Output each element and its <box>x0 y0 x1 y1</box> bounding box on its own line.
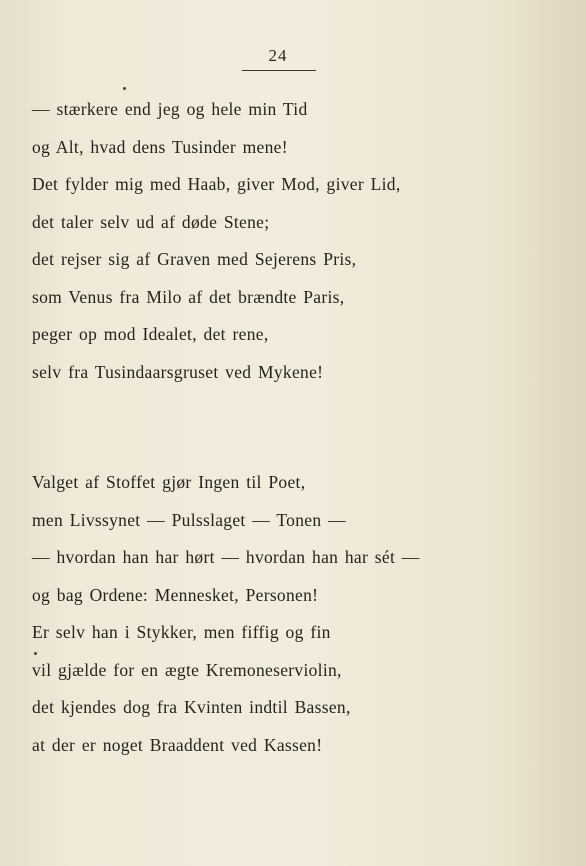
page-number: 24 <box>268 46 288 65</box>
verse-line: selv fra Tusindaarsgruset ved Mykene! <box>32 361 324 382</box>
verse-line: og bag Ordene: Mennesket, Personen! <box>32 584 319 605</box>
page-number-rule <box>242 70 316 71</box>
stanza-2 <box>32 464 420 764</box>
verse-line: peger op mod Idealet, det rene, <box>32 324 269 344</box>
verse-line: men Livssynet — Pulsslaget — Tonen — <box>32 509 346 530</box>
ink-speck <box>123 87 126 90</box>
verse-line: — hvordan han har hørt — hvordan han har sét — <box>32 547 420 567</box>
verse-line: Det fylder mig med Haab, giver Mod, giver Lid, <box>32 174 401 194</box>
verse-line: det rejser sig af Graven med Sejerens Pris, <box>32 249 357 269</box>
verse-line: som Venus fra Milo af det brændte Paris, <box>32 286 345 307</box>
verse-line: — stærkere end jeg og hele min Tid <box>32 99 308 119</box>
verse-line: Er selv han i Stykker, men fiffig og fin <box>32 622 331 642</box>
verse-line: Valget af Stoffet gjør Ingen til Poet, <box>32 472 306 492</box>
verse-line: at der er noget Braaddent ved Kassen! <box>32 734 323 755</box>
stanza-1 <box>32 91 401 391</box>
verse-line: det kjendes dog fra Kvinten indtil Bassen, <box>32 697 351 717</box>
verse-line: og Alt, hvad dens Tusinder mene! <box>32 136 288 157</box>
verse-line: det taler selv ud af døde Stene; <box>32 211 270 232</box>
verse-line: vil gjælde for en ægte Kremoneserviolin, <box>32 659 342 680</box>
